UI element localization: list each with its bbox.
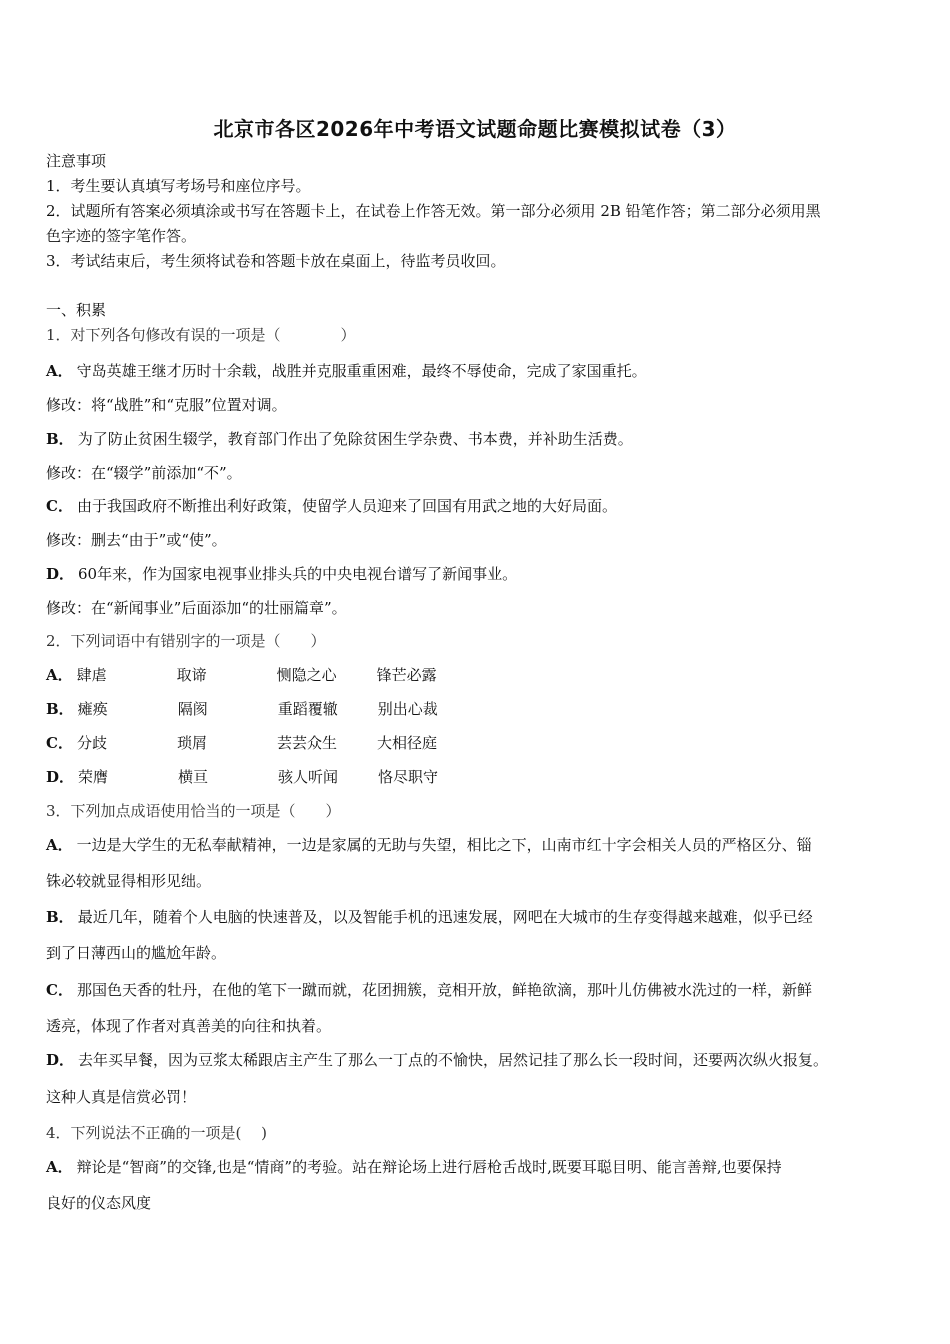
question-1-option-d [46, 564, 906, 584]
option-word: 隔阂 [177, 700, 208, 718]
option-word: 重蹈覆辙 [277, 700, 338, 718]
option-word: 大相径庭 [376, 734, 437, 752]
option-word: 横亘 [178, 768, 209, 786]
notice-item: 1．考生要认真填写考场号和座位序号。 [46, 177, 311, 195]
notice-heading: 注意事项 [46, 152, 107, 170]
option-word: 骇人听闻 [278, 768, 339, 786]
option-word: 分歧 [76, 734, 107, 752]
option-word: 肆虐 [76, 666, 107, 684]
question-3-option-c-cont: 透亮，体现了作者对真善美的向往和执着。 [46, 1017, 332, 1035]
option-word: 锋芒必露 [376, 666, 437, 684]
question-3-option-a-cont: 铢必较就显得相形见绌。 [46, 872, 212, 890]
question-1-option-c [46, 496, 906, 516]
option-word: 恻隐之心 [276, 666, 337, 684]
option-word: 荣膺 [78, 768, 109, 786]
option-label: A． [46, 362, 73, 380]
question-1-option-b [46, 429, 906, 449]
question-1-fix-b: 修改：在“辍学”前添加“不”。 [46, 464, 242, 482]
question-3-option-a [46, 835, 906, 855]
question-3-option-d [46, 1050, 906, 1070]
question-2-option-d [46, 767, 906, 787]
option-text: 最近几年，随着个人电脑的快速普及，以及智能手机的迅速发展，网吧在大城市的生存变得越来越难，似乎已经 [77, 908, 813, 926]
option-word: 取谛 [176, 666, 207, 684]
question-1-fix-c: 修改：删去“由于”或“使”。 [46, 531, 227, 549]
option-label: A． [46, 666, 73, 684]
question-4-option-a-cont: 良好的仪态风度 [46, 1194, 152, 1212]
option-label: D． [46, 1051, 75, 1069]
question-2-option-b [46, 699, 906, 719]
notice-item: 色字迹的签字笔作答。 [46, 227, 197, 245]
option-word: 芸芸众生 [276, 734, 337, 752]
option-word: 琐屑 [176, 734, 207, 752]
section-heading: 一、积累 [46, 301, 107, 319]
question-3-option-b [46, 907, 906, 927]
option-word: 恪尽职守 [378, 768, 439, 786]
option-text: 那国色天香的牡丹，在他的笔下一蹴而就，花团拥簇，竞相开放，鲜艳欲滴，那叶儿仿佛被水洗过的一样，新鲜 [76, 981, 812, 999]
option-label: B． [46, 430, 74, 448]
question-4-stem: 4．下列说法不正确的一项是( ) [46, 1124, 268, 1142]
question-3-option-b-cont: 到了日薄西山的尴尬年龄。 [46, 944, 227, 962]
page-title: 北京市各区2026年中考语文试题命题比赛模拟试卷（3） [213, 117, 737, 141]
option-label: C． [46, 981, 73, 999]
option-label: D． [46, 768, 75, 786]
option-word: 瘫痪 [77, 700, 108, 718]
option-text: 去年买早餐，因为豆浆太稀跟店主产生了那么一丁点的不愉快，居然记挂了那么长一段时间，还要两次纵火报复。 [78, 1051, 829, 1069]
notice-item: 3．考试结束后，考生须将试卷和答题卡放在桌面上，待监考员收回。 [46, 252, 506, 270]
question-1-stem: 1．对下列各句修改有误的一项是（ ） [46, 326, 356, 344]
question-3-option-c [46, 980, 906, 1000]
question-1-fix-d: 修改：在“新闻事业”后面添加“的壮丽篇章”。 [46, 599, 347, 617]
option-text: 辩论是“智商”的交锋,也是“情商”的考验。站在辩论场上进行唇枪舌战时,既要耳聪目明、能言善辩,也要保持 [76, 1158, 782, 1176]
question-1-fix-a: 修改：将“战胜”和“克服”位置对调。 [46, 396, 287, 414]
option-text: 一边是大学生的无私奉献精神，一边是家属的无助与失望，相比之下，山南市红十字会相关人员的严格区分、锱 [76, 836, 812, 854]
question-2-option-a [46, 665, 906, 685]
option-label: A． [46, 836, 73, 854]
option-label: A． [46, 1158, 73, 1176]
option-text: 守岛英雄王继才历时十余载，战胜并克服重重困难，最终不辱使命，完成了家国重托。 [76, 362, 647, 380]
option-label: B． [46, 700, 74, 718]
option-text: 为了防止贫困生辍学，教育部门作出了免除贫困生学杂费、书本费，并补助生活费。 [77, 430, 633, 448]
option-word: 别出心裁 [377, 700, 438, 718]
question-1-option-a [46, 361, 906, 381]
option-text: 60年来，作为国家电视事业排头兵的中央电视台谱写了新闻事业。 [78, 565, 518, 583]
option-label: B． [46, 908, 74, 926]
question-3-option-d-cont: 这种人真是信赏必罚！ [46, 1088, 197, 1106]
option-label: C． [46, 497, 73, 515]
question-2-option-c [46, 733, 906, 753]
option-label: C． [46, 734, 73, 752]
question-2-stem: 2．下列词语中有错别字的一项是（ ） [46, 632, 326, 650]
question-4-option-a [46, 1157, 906, 1177]
option-label: D． [46, 565, 75, 583]
notice-item: 2．试题所有答案必须填涂或书写在答题卡上，在试卷上作答无效。第一部分必须用 2B 铅笔作答；第二部分必须用黑 [46, 202, 821, 220]
option-text: 由于我国政府不断推出利好政策，使留学人员迎来了回国有用武之地的大好局面。 [76, 497, 617, 515]
question-3-stem: 3．下列加点成语使用恰当的一项是（ ） [46, 802, 341, 820]
